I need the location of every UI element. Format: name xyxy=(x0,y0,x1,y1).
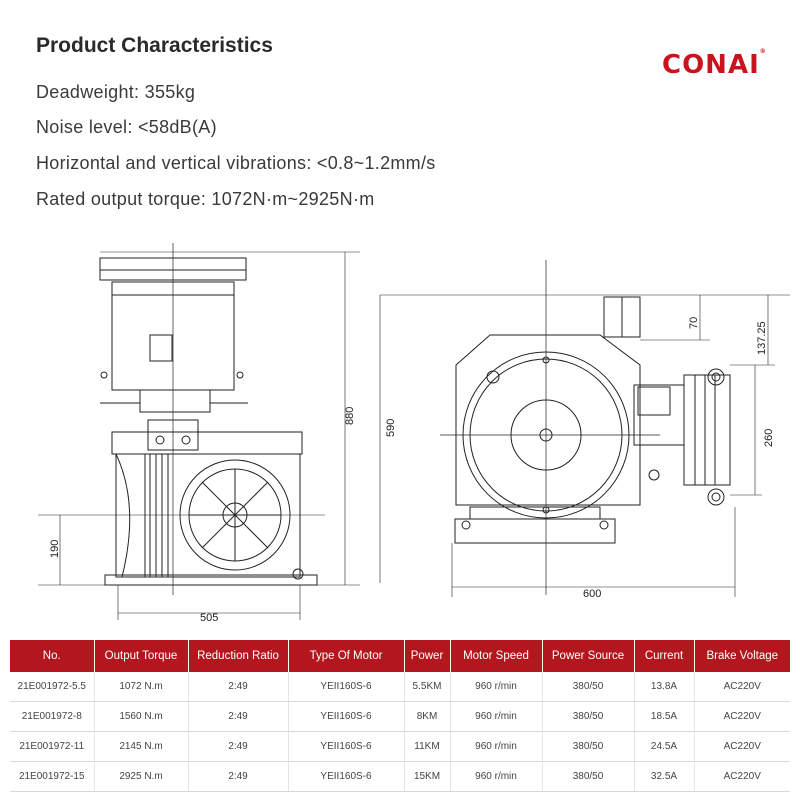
cell-power: 5.5KM xyxy=(404,672,450,702)
cell-current: 18.5A xyxy=(634,702,694,732)
spec-noise-level: Noise level: <58dB(A) xyxy=(36,117,217,137)
table-row xyxy=(10,672,790,702)
cell-brake-voltage: AC220V xyxy=(694,672,790,702)
cell-no: 21E001972-11 xyxy=(10,732,94,762)
header-power: Power xyxy=(404,640,450,672)
dim-880: 880 xyxy=(344,406,356,425)
cell-current: 32.5A xyxy=(634,762,694,792)
header-output-torque: Output Torque xyxy=(94,640,188,672)
cell-reduction-ratio: 2:49 xyxy=(188,732,288,762)
brand-logo xyxy=(662,50,767,80)
dim-260: 260 xyxy=(763,428,775,447)
cell-output-torque: 1072 N.m xyxy=(94,672,188,702)
cell-no: 21E001972-15 xyxy=(10,762,94,792)
side-view xyxy=(380,260,790,597)
cell-power: 11KM xyxy=(404,732,450,762)
cell-motor-speed: 960 r/min xyxy=(450,702,542,732)
specifications-table xyxy=(10,640,790,792)
header-motor-speed: Motor Speed xyxy=(450,640,542,672)
header-power-source: Power Source xyxy=(542,640,634,672)
header-current: Current xyxy=(634,640,694,672)
cell-power-source: 380/50 xyxy=(542,672,634,702)
header-brake-voltage: Brake Voltage xyxy=(694,640,790,672)
cell-reduction-ratio: 2:49 xyxy=(188,762,288,792)
table-row xyxy=(10,732,790,762)
cell-output-torque: 2925 N.m xyxy=(94,762,188,792)
cell-type-of-motor: YEII160S-6 xyxy=(288,732,404,762)
cell-brake-voltage: AC220V xyxy=(694,762,790,792)
page-title: Product Characteristics xyxy=(36,34,273,57)
spec-deadweight: Deadweight: 355kg xyxy=(36,82,196,102)
cell-brake-voltage: AC220V xyxy=(694,702,790,732)
spec-vibrations: Horizontal and vertical vibrations: <0.8~1.2mm/s xyxy=(36,153,436,173)
header-no: No. xyxy=(10,640,94,672)
table-row xyxy=(10,762,790,792)
cell-reduction-ratio: 2:49 xyxy=(188,672,288,702)
brand-name: CONAI xyxy=(662,50,760,80)
cell-reduction-ratio: 2:49 xyxy=(188,702,288,732)
cell-type-of-motor: YEII160S-6 xyxy=(288,702,404,732)
header-reduction-ratio: Reduction Ratio xyxy=(188,640,288,672)
cell-no: 21E001972-5.5 xyxy=(10,672,94,702)
table-row xyxy=(10,702,790,732)
cell-current: 24.5A xyxy=(634,732,694,762)
cell-output-torque: 2145 N.m xyxy=(94,732,188,762)
cell-motor-speed: 960 r/min xyxy=(450,672,542,702)
dim-505: 505 xyxy=(200,612,219,624)
cell-motor-speed: 960 r/min xyxy=(450,762,542,792)
dim-70: 70 xyxy=(688,316,700,329)
cell-power: 8KM xyxy=(404,702,450,732)
cell-current: 13.8A xyxy=(634,672,694,702)
dim-600: 600 xyxy=(583,588,602,600)
cell-type-of-motor: YEII160S-6 xyxy=(288,672,404,702)
header-type-of-motor: Type Of Motor xyxy=(288,640,404,672)
table-header-row xyxy=(10,640,790,672)
dim-137-25: 137.25 xyxy=(756,321,768,355)
cell-power: 15KM xyxy=(404,762,450,792)
cell-brake-voltage: AC220V xyxy=(694,732,790,762)
cell-power-source: 380/50 xyxy=(542,732,634,762)
cell-output-torque: 1560 N.m xyxy=(94,702,188,732)
technical-drawing xyxy=(0,225,800,630)
front-view xyxy=(38,243,360,620)
cell-power-source: 380/50 xyxy=(542,702,634,732)
cell-motor-speed: 960 r/min xyxy=(450,732,542,762)
dim-590: 590 xyxy=(385,418,397,437)
cell-power-source: 380/50 xyxy=(542,762,634,792)
dim-190: 190 xyxy=(49,539,61,558)
cell-type-of-motor: YEII160S-6 xyxy=(288,762,404,792)
spec-output-torque: Rated output torque: 1072N·m~2925N·m xyxy=(36,189,375,209)
trademark-mark: ® xyxy=(759,48,767,55)
cell-no: 21E001972-8 xyxy=(10,702,94,732)
